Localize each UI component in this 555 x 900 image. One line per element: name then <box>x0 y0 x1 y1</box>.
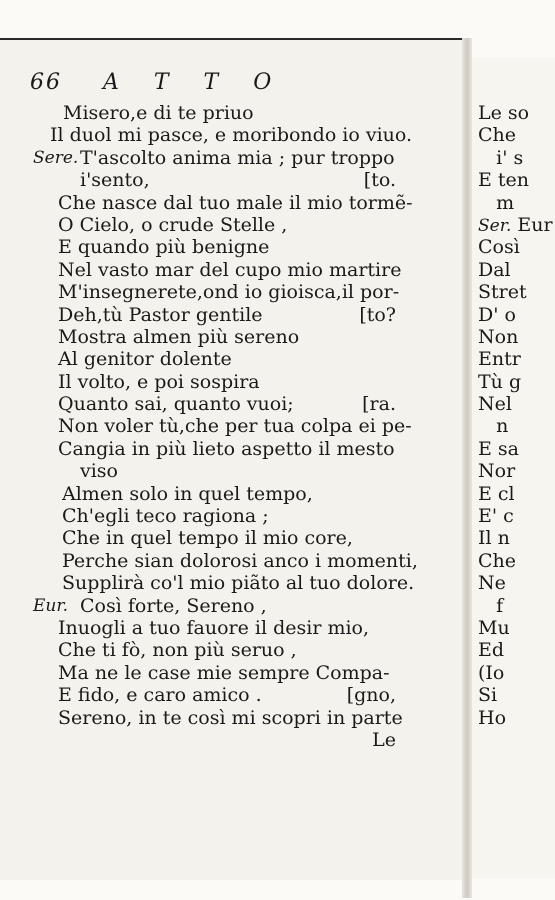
verse-text: Supplirà co'l mio piãto al tuo dolore. <box>62 572 415 595</box>
right-verse-fragment <box>478 595 555 617</box>
verse-line <box>0 595 462 617</box>
verse-line <box>0 304 462 326</box>
right-verse-fragment <box>478 281 555 303</box>
catchword: Le <box>372 728 396 751</box>
fragment-text: Dal <box>478 258 511 281</box>
fragment-text: Mu <box>478 616 510 639</box>
right-verse-fragment <box>478 527 555 549</box>
verse-text: O Cielo, o crude Stelle , <box>58 213 288 236</box>
verse-text: Almen solo in quel tempo, <box>62 482 313 505</box>
verse-text: M'insegnerete,ond io gioisca,il por- <box>58 281 400 304</box>
fragment-text: Che <box>478 549 517 572</box>
verse-line <box>0 393 462 415</box>
turnover-fragment: [to. <box>363 169 396 192</box>
verse-text: Che nasce dal tuo male il mio tormẽ- <box>58 191 413 214</box>
page-number: 66 <box>30 70 62 95</box>
right-verse-fragment <box>478 348 555 370</box>
fragment-text: f <box>478 594 504 617</box>
verse-line <box>0 259 462 281</box>
verse-line <box>0 102 462 124</box>
fragment-text: Eur <box>511 213 553 236</box>
fragment-text: Stret <box>478 281 527 304</box>
verse-text: Deh,tù Pastor gentile <box>58 303 263 326</box>
turnover-fragment: [ra. <box>362 393 396 416</box>
fragment-text: Che <box>478 124 517 147</box>
verse-line <box>0 707 462 729</box>
right-verse-fragment <box>478 572 555 594</box>
verse-text: E fido, e caro amico . <box>58 684 262 707</box>
verse-text: E quando più benigne <box>58 236 270 259</box>
right-verse-fragment <box>478 236 555 258</box>
right-verse-fragment <box>478 102 555 124</box>
verse-text: Mostra almen più sereno <box>58 325 300 348</box>
verse-text: Non voler tù,che per tua colpa ei pe- <box>58 415 412 438</box>
verse-text: Così forte, Sereno , <box>80 594 267 617</box>
verse-text: Inuogli a tuo fauore il desir mio, <box>58 616 370 639</box>
verse-line <box>0 572 462 594</box>
verse-text: Sereno, in te così mi scopri in parte <box>58 706 403 729</box>
verse-text: Misero,e di te priuo <box>63 102 254 124</box>
verse-text: Cangia in più lieto aspetto il mesto <box>58 437 395 460</box>
verse-line <box>0 550 462 572</box>
verse-line <box>0 124 462 146</box>
right-verse-fragment <box>478 662 555 684</box>
verse-line <box>0 147 462 169</box>
fragment-text: Il n <box>478 527 510 550</box>
right-verse-fragment <box>478 550 555 572</box>
fragment-text: Nel <box>478 393 512 416</box>
right-verse-fragment <box>478 214 555 236</box>
verse-line <box>0 527 462 549</box>
fragment-text: i' s <box>478 146 524 169</box>
speaker-label: Eur. <box>33 595 69 616</box>
fragment-text: (Io <box>478 661 505 684</box>
right-verse-fragment <box>478 147 555 169</box>
right-verse-fragment <box>478 124 555 146</box>
right-verse-fragment <box>478 415 555 437</box>
verse-line <box>0 169 462 191</box>
fragment-text: n <box>478 415 509 438</box>
verse-line <box>0 460 462 482</box>
fragment-text: Entr <box>478 348 521 371</box>
speaker-label: Sere. <box>33 147 79 168</box>
verse-line <box>0 438 462 460</box>
fragment-text: Ne <box>478 572 506 595</box>
fragment-text: E sa <box>478 437 519 460</box>
right-verse-fragment <box>478 707 555 729</box>
verse-text: T'ascolto anima mia ; pur troppo <box>80 146 395 169</box>
running-header <box>30 70 285 95</box>
turnover-fragment: [to? <box>359 303 396 326</box>
verse-text: Che ti fò, non più seruo , <box>58 639 297 662</box>
right-verse-fragment <box>478 326 555 348</box>
right-verse-fragment <box>478 483 555 505</box>
fragment-text: Ed <box>478 639 505 662</box>
fragment-text: Tù g <box>478 370 522 393</box>
right-verse-fragment <box>478 639 555 661</box>
verse-line <box>0 483 462 505</box>
verse-line <box>0 214 462 236</box>
verse-text: Al genitor dolente <box>58 348 232 371</box>
verse-text: Nel vasto mar del cupo mio martire <box>58 258 402 281</box>
right-page-text <box>478 102 555 729</box>
right-verse-fragment <box>478 460 555 482</box>
verse-line <box>0 371 462 393</box>
right-verse-fragment <box>478 192 555 214</box>
turnover-fragment: [gno, <box>346 684 396 707</box>
verse-line <box>0 192 462 214</box>
catchword-line <box>0 729 462 751</box>
running-head-title: A T T O <box>103 70 286 95</box>
verse-line <box>0 505 462 527</box>
verse-line <box>0 684 462 706</box>
fragment-text: Nor <box>478 460 516 483</box>
speaker-label: Ser. <box>478 215 512 236</box>
verse-text: Ch'egli teco ragiona ; <box>62 505 269 528</box>
verse-text: i'sento, <box>80 169 150 192</box>
verse-text: Che in quel tempo il mio core, <box>62 527 353 550</box>
right-verse-fragment <box>478 505 555 527</box>
fragment-text: E ten <box>478 169 530 192</box>
fragment-text: Le so <box>478 102 530 124</box>
verse-line <box>0 639 462 661</box>
right-verse-fragment <box>478 617 555 639</box>
verse-text: viso <box>80 460 118 483</box>
fragment-text: E' c <box>478 505 514 528</box>
fragment-text: Si <box>478 684 498 707</box>
verse-line <box>0 326 462 348</box>
verse-text: Il volto, e poi sospira <box>58 370 260 393</box>
fragment-text: m <box>478 191 515 214</box>
right-verse-fragment <box>478 371 555 393</box>
right-verse-fragment <box>478 169 555 191</box>
verse-line <box>0 236 462 258</box>
left-page-text <box>0 102 462 751</box>
verse-text: Quanto sai, quanto vuoi; <box>58 393 294 416</box>
verse-line <box>0 617 462 639</box>
right-verse-fragment <box>478 304 555 326</box>
verse-text: Perche sian dolorosi anco i momenti, <box>62 549 418 572</box>
verse-line <box>0 662 462 684</box>
fragment-text: E cl <box>478 482 515 505</box>
verse-text: Ma ne le case mie sempre Compa- <box>58 661 390 684</box>
right-verse-fragment <box>478 684 555 706</box>
right-verse-fragment <box>478 259 555 281</box>
book-gutter <box>462 38 472 898</box>
right-verse-fragment <box>478 438 555 460</box>
fragment-text: Così <box>478 236 520 259</box>
fragment-text: Non <box>478 325 519 348</box>
fragment-text: Ho <box>478 706 507 729</box>
fragment-text: D' o <box>478 303 516 326</box>
verse-line <box>0 415 462 437</box>
verse-text: Il duol mi pasce, e moribondo io viuo. <box>50 124 413 147</box>
verse-line <box>0 281 462 303</box>
right-verse-fragment <box>478 393 555 415</box>
verse-line <box>0 348 462 370</box>
